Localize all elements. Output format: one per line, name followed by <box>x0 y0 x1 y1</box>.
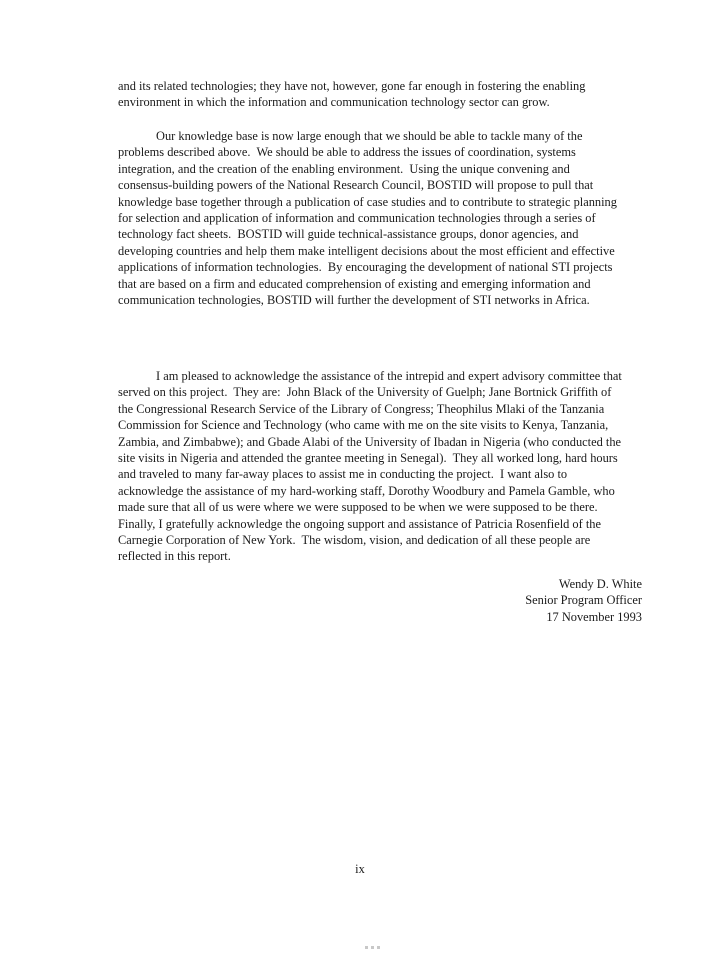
text-line: made sure that all of us were where we were supposed to be when we were supposed to be there. <box>118 500 598 515</box>
text-line: reflected in this report. <box>118 549 231 564</box>
signature-date: 17 November 1993 <box>546 609 642 624</box>
text-line: acknowledge the assistance of my hard-working staff, Dorothy Woodbury and Pamela Gamble, who <box>118 483 615 498</box>
text-line: and traveled to many far-away places to assist me in conducting the project. I want also to <box>118 467 568 482</box>
text-line: integration, and the creation of the enabling environment. Using the unique convening and <box>118 161 570 176</box>
signature-block <box>525 576 642 625</box>
text-line: the Congressional Research Service of the Library of Congress; Theophilus Mlaki of the Tanzania <box>118 401 605 416</box>
text-line: Zambia, and Zimbabwe); and Gbade Alabi of the University of Ibadan in Nigeria (who conducted the <box>118 434 622 449</box>
text-line: Carnegie Corporation of New York. The wisdom, vision, and dedication of all these people are <box>118 533 591 548</box>
text-line: technology fact sheets. BOSTID will guide technical-assistance groups, donor agencies, and <box>118 227 579 242</box>
text-line: Our knowledge base is now large enough that we should be able to tackle many of the <box>156 129 583 143</box>
text-line: communication technologies, BOSTID will further the development of STI networks in Africa. <box>118 293 590 308</box>
paragraph-continuation <box>118 78 650 111</box>
text-line: site visits in Nigeria and attended the grantee meeting in Senegal). They all worked long, hard hours <box>118 451 618 466</box>
signature-name: Wendy D. White <box>558 577 642 591</box>
paragraph-knowledge-base <box>118 128 650 308</box>
text-line: I am pleased to acknowledge the assistance of the intrepid and expert advisory committee that <box>156 369 622 383</box>
text-line: knowledge base together through a publication of case studies and to contribute to strategic planning <box>118 194 617 209</box>
text-line: environment in which the information and communication technology sector can grow. <box>118 95 550 110</box>
page-number: ix <box>355 862 365 876</box>
paragraph-acknowledgment <box>118 368 650 565</box>
scan-artifact <box>365 946 383 949</box>
signature-title: Senior Program Officer <box>525 593 642 608</box>
text-line: problems described above. We should be able to address the issues of coordination, systems <box>118 145 576 160</box>
text-line: applications of information technologies. By encouraging the development of national STI projects <box>118 260 613 275</box>
text-line: developing countries and help them make intelligent decisions about the most efficient and effective <box>118 243 615 258</box>
text-line: Finally, I gratefully acknowledge the ongoing support and assistance of Patricia Rosenfield of the <box>118 516 601 531</box>
text-line: and its related technologies; they have not, however, gone far enough in fostering the enabling <box>118 79 586 93</box>
text-line: consensus-building powers of the National Research Council, BOSTID will propose to pull that <box>118 178 594 193</box>
text-line: that are based on a firm and educated comprehension of existing and emerging information and <box>118 276 591 291</box>
text-line: served on this project. They are: John Black of the University of Guelph; Jane Bortnick Griffith of <box>118 385 612 400</box>
text-line: for selection and application of information and communication technologies through a series of <box>118 211 596 226</box>
text-line: Commission for Science and Technology (who came with me on the site visits to Kenya, Tanzania, <box>118 418 609 433</box>
